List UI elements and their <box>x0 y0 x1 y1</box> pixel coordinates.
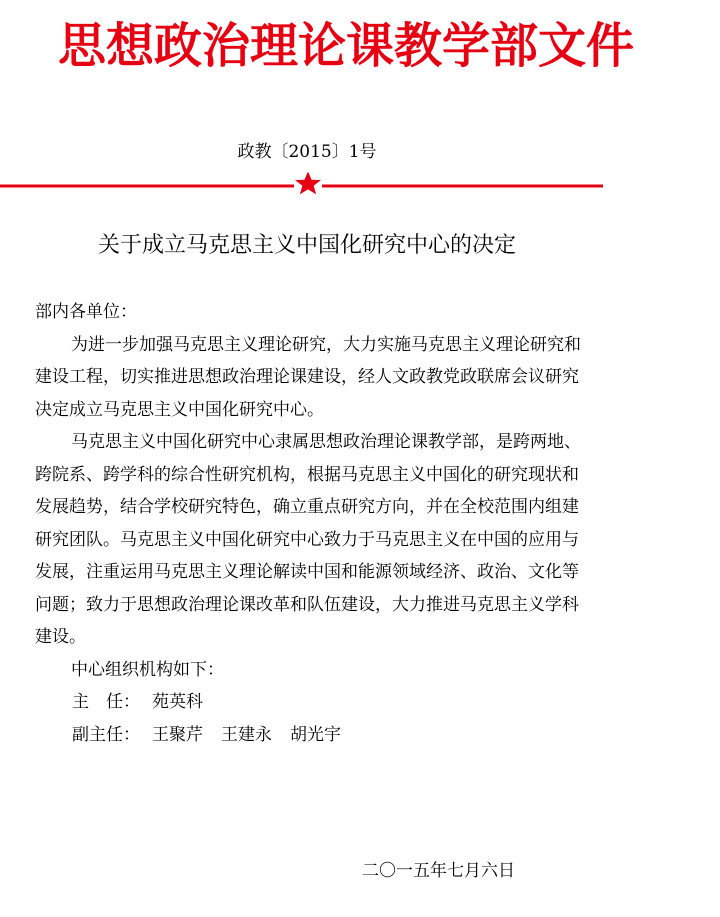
deputy-label: 副主任： <box>72 724 140 745</box>
paragraph-1: 为进一步加强马克思主义理论研究，大力实施马克思主义理论研究和建设工程，切实推进思想政治理论课建设，经人文政教党政联席会议研究决定成立马克思主义中国化研究中心。 <box>35 334 581 420</box>
document-number: 政教〔2015〕1号 <box>237 142 377 162</box>
director-label: 主 任： <box>72 692 140 712</box>
red-star-icon <box>295 172 321 194</box>
deputy-names <box>152 725 359 745</box>
document-header-title: 思想政治理论课教学部文件 <box>58 18 635 74</box>
document-title: 关于成立马克思主义中国化研究中心的决定 <box>97 233 516 258</box>
director-name: 苑英科 <box>152 692 203 712</box>
deputy-name: 胡光宇 <box>290 724 341 745</box>
director-line <box>35 686 591 719</box>
salutation: 部内各单位： <box>35 302 137 322</box>
deputy-name: 王建永 <box>221 724 272 745</box>
deputy-name: 王聚芹 <box>152 724 203 745</box>
document-date: 二〇一五年七月六日 <box>362 861 515 881</box>
org-intro: 中心组织机构如下： <box>71 659 224 680</box>
paragraph-2: 马克思主义中国化研究中心隶属思想政治理论课教学部，是跨两地、跨院系、跨学科的综合性研究机构，根据马克思主义中国化的研究现状和发展趋势，结合学校研究特色，确立重点研究方向，并在全校范围内组建研究团队。马克思主义中国化研究中心致力于马克思主义在中国的应用与发展，注重运用马克思主义理论解读中国和能源领域经济、政治、文化等问题；致力于思想政治理论课改革和队伍建设，大力推进马克思主义学科建设。 <box>35 432 581 647</box>
red-divider <box>0 172 614 196</box>
document-body <box>35 296 591 751</box>
deputy-line <box>35 719 591 752</box>
